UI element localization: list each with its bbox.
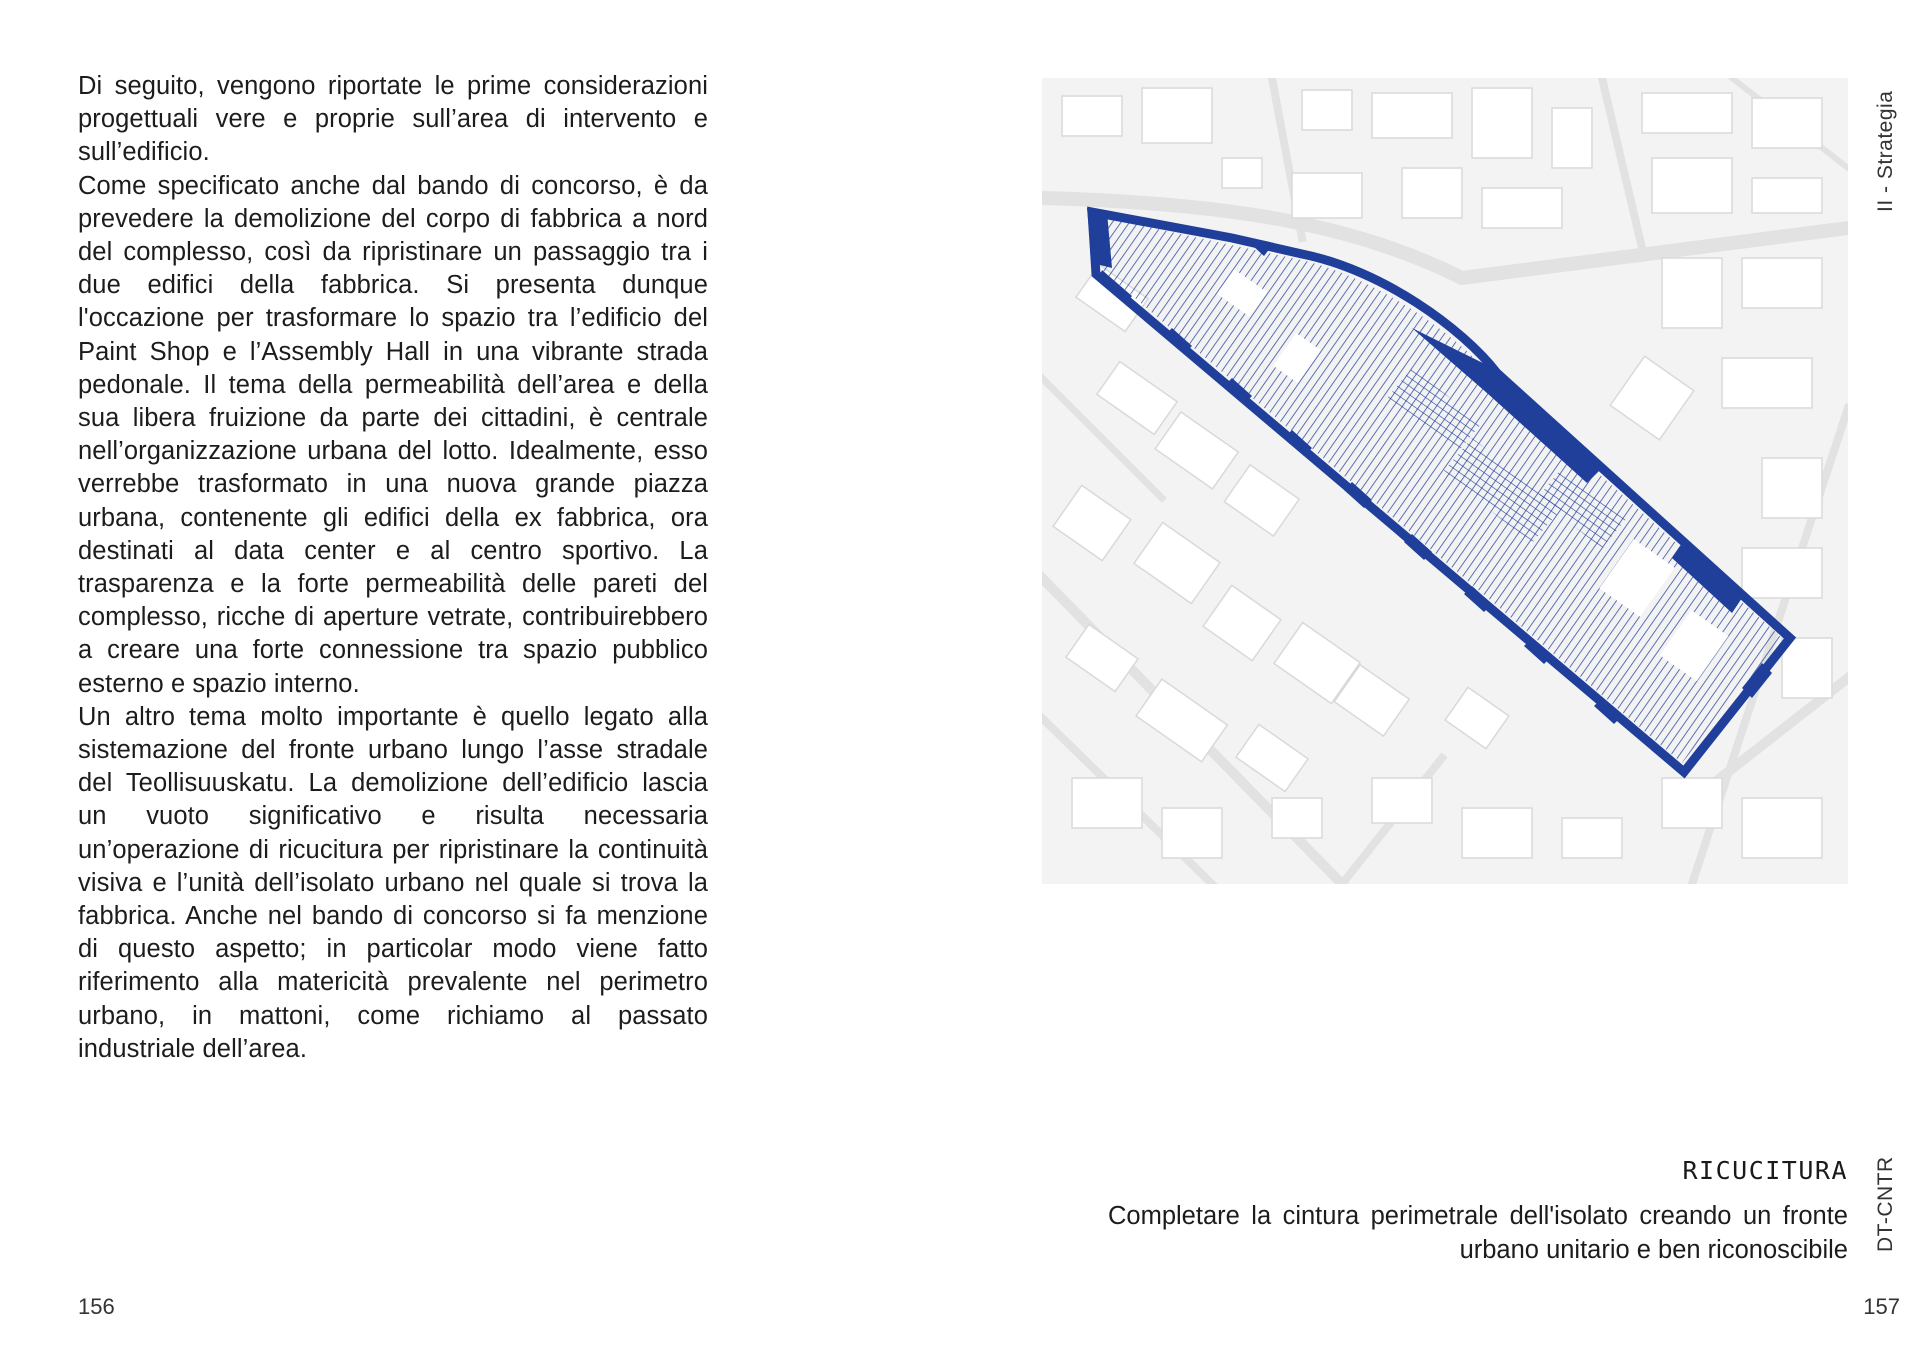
paragraph-intro: Di seguito, vengono riportate le prime considerazioni progettuali vere e proprie sull’area di intervento e sull’edificio. [78,72,708,167]
caption-text: Completare la cintura perimetrale dell'isolato creando un fronte urbano unitario e ben riconoscibile [1108,1202,1848,1264]
section-code-label: DT-CNTR [1874,1156,1897,1252]
caption-title: RICUCITURA [1682,1156,1848,1185]
site-plan-map [1042,78,1848,884]
body-text [78,70,708,1066]
paragraph-urban-front: Un altro tema molto importante è quello legato alla sistemazione del fronte urbano lungo l’asse stradale del Teollisuuskatu. La demolizione dell’edificio lascia un vuoto significativo e risulta necessaria un’operazione di ricucitura per ripristinare la continuità visiva e l’unità dell’isolato urbano nel quale si trova la fabbrica. Anche nel bando di concorso si fa menzione di questo aspetto; in particolar modo viene fatto riferimento alla matericità prevalente nel perimetro urbano, in mattoni, come richiamo al passato industriale dell’area. [78,702,708,1063]
paragraph-demolition: Come specificato anche dal bando di concorso, è da prevedere la demolizione del corpo di fabbrica a nord del complesso, così da ripristinare un passaggio tra i due edifici della fabbrica. Si presenta dunque l'occazione per trasformare lo spazio tra l’edificio del Paint Shop e l’Assembly Hall in una vibrante strada pedonale. Il tema della permeabilità dell’area e della sua libera fruizione da parte dei cittadini, è centrale nell’organizzazione urbana del lotto. Idealmente, esso verrebbe trasformato in una nuova grande piazza urbana, contenente gli edifici della ex fabbrica, ora destinati al data center e al centro sportivo. La trasparenza e la forte permeabilità delle pareti del complesso, ricche di aperture vetrate, contribuirebbero a creare una forte connessione tra spazio pubblico esterno e spazio interno. [78,171,708,698]
page-number-left: 156 [78,1294,115,1319]
page-number-right: 157 [1863,1294,1900,1319]
chapter-label: II - Strategia [1874,90,1897,212]
